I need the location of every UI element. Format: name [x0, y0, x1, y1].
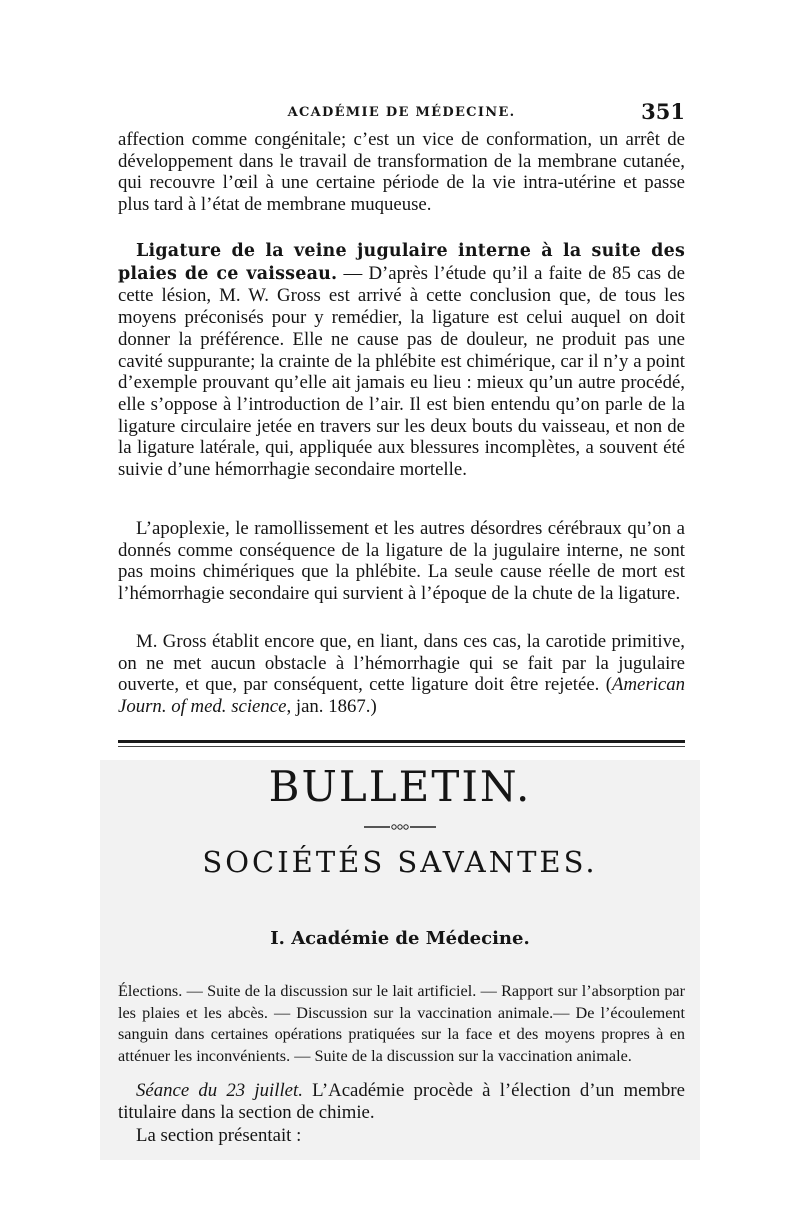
paragraph-gross — [118, 631, 685, 718]
journal-citation: American Journ. of med. science — [118, 674, 685, 718]
paragraph-continuation: affection comme congénitale; c’est un vice de conformation, un arrêt de développement dans le travail de transformation de la membrane cutanée, qui recouvre l’œil à une certaine période de la vie intra-utérine et passe plus tard à l’état de membrane muqueuse. — [118, 129, 685, 216]
section-rule-thin — [118, 746, 685, 747]
ornament-divider — [360, 822, 440, 832]
page-number: 351 — [641, 99, 685, 124]
session-summary: Élections. — Suite de la discussion sur le lait artificiel. — Rapport sur l’absorption par les plaies et les abcès. — Discussion sur la vaccination animale.— De l’écoulement sanguin dans certaines opérations pratiquées sur la face et des moyens propres à en atténuer les inconvénients. — Suite de la discussion sur la vaccination animale. — [118, 982, 685, 1065]
seance-label: Séance du 23 juillet. — [136, 1080, 303, 1101]
article-body: — D’après l’étude qu’il a faite de 85 cas de cette lésion, M. W. Gross est arrivé à cette conclusion que, de tous les moyens préconisés pour y remédier, la ligature est celui auquel on doit donner la préférence. Elle ne cause pas de douleur, ne produit pas une cavité suppurante; la crainte de la phlébite est chimérique, car il n’y a point d’exemple prouvant qu’elle ait jamais eu lieu : mieux qu’un autre procédé, elle s’oppose à l’introduction de l’air. Il est bien entendu qu’on parle de la ligature circulaire jetée en travers sur les deux bouts du vaisseau, et non de la ligature latérale, qui, appliquée aux blessures incomplètes, a souvent été suivie d’une hémorrhagie secondaire mortelle. — [118, 262, 685, 481]
section-rule-thick — [118, 740, 685, 743]
seance-text: L’Académie procède à l’élection d’un membre titulaire dans la section de chimie. — [118, 1080, 686, 1123]
running-head — [118, 99, 685, 129]
seance-paragraph — [118, 1080, 685, 1123]
section-title: I. Académie de Médecine. — [270, 928, 530, 949]
article-heading: Ligature de la veine jugulaire interne à la suite des plaies de ce vaisseau. — [118, 241, 685, 284]
gross-body: M. Gross établit encore que, en liant, dans ces cas, la carotide primitive, on ne met aucun obstacle à l’hémorrhagie qui se fait par la jugulaire ouverte, et que, par conséquent, cette ligature doit être rejetée. ( — [118, 631, 685, 696]
section-presentait: La section présentait : — [136, 1125, 302, 1146]
citation-date: , jan. 1867.) — [286, 696, 377, 718]
societes-title: SOCIÉTÉS SAVANTES. — [202, 845, 598, 879]
paragraph-apoplexie: L’apoplexie, le ramollissement et les autres désordres cérébraux qu’on a donnés comme conséquence de la ligature de la jugulaire interne, ne sont pas moins chimériques que la phlébite. La seule cause réelle de mort est l’hémorrhagie secondaire qui survient à l’époque de la chute de la ligature. — [118, 518, 685, 605]
paragraph-ligature — [118, 240, 685, 481]
bulletin-title: BULLETIN. — [268, 762, 532, 811]
running-head-title: ACADÉMIE DE MÉDECINE. — [287, 105, 516, 120]
